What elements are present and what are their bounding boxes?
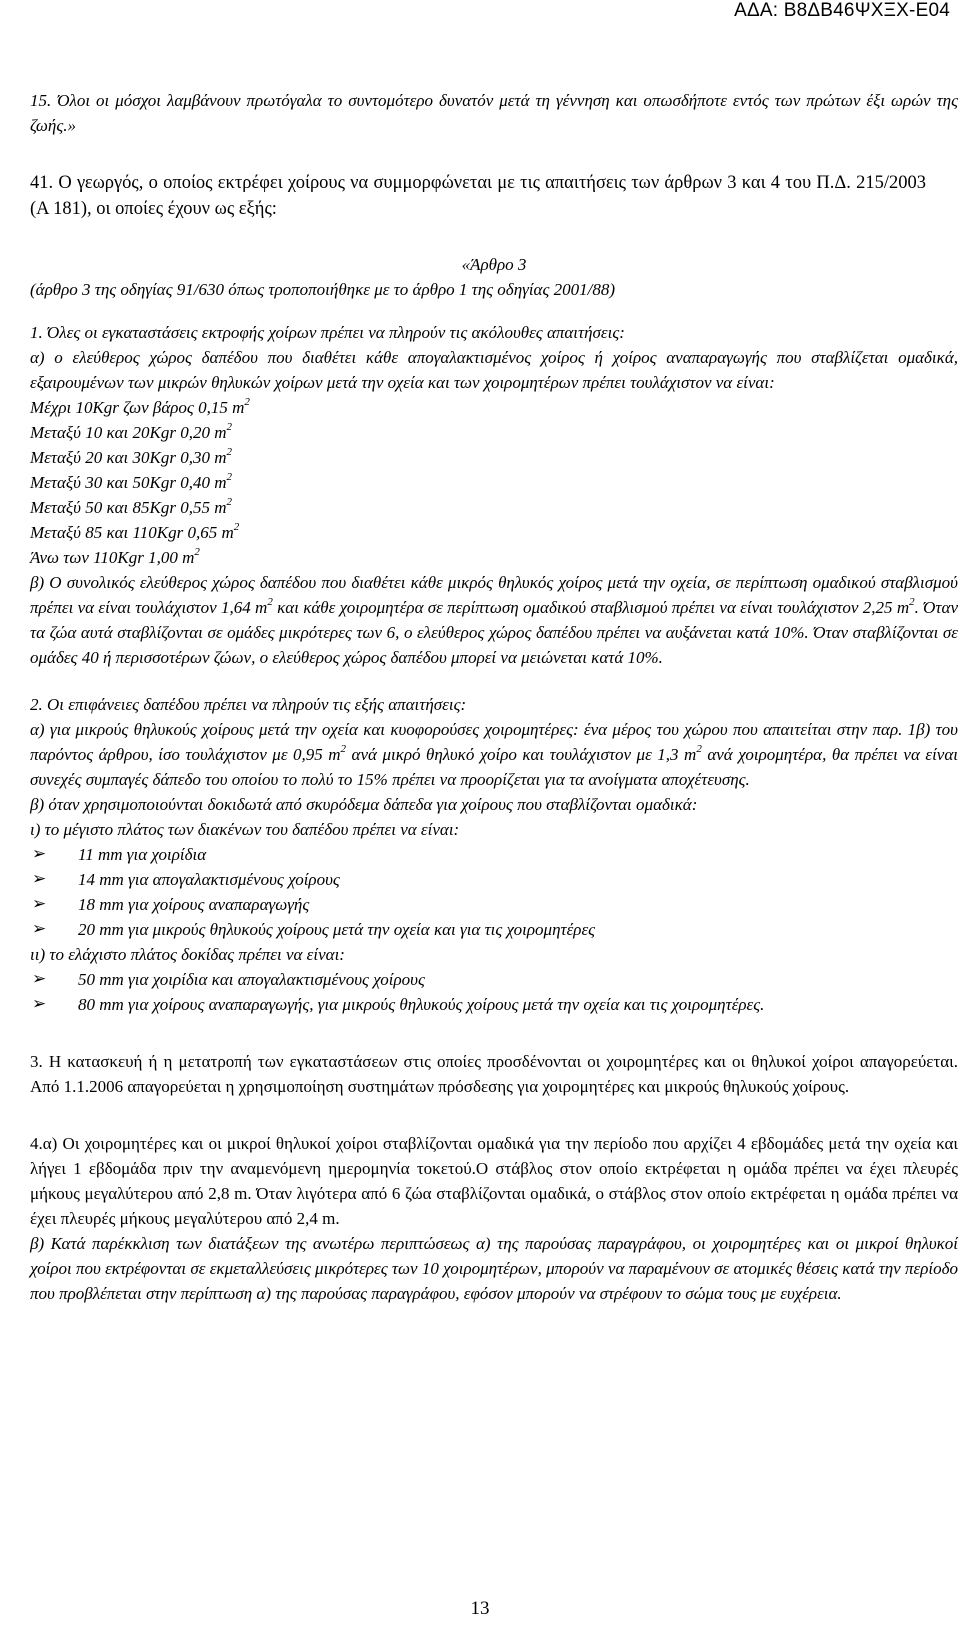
list-item: ➢ 11 mm για χοιρίδια [30, 842, 958, 867]
section-3: 3. Η κατασκευή ή η μετατροπή των εγκαταστάσεων στις οποίες προσδένονται οι χοιρομητέρες και οι θηλυκοί χοίροι απαγορεύεται. Από 1.1.2006 απαγορεύεται η χρησιμοποίηση συστημάτων πρόσδεσης για χοιρομητέρες και μικρούς θηλυκούς χοίρους. [30, 1052, 958, 1096]
section-1-intro: 1. Όλες οι εγκαταστάσεις εκτροφής χοίρων πρέπει να πληρούν τις ακόλουθες απαιτήσεις: [30, 323, 625, 342]
bullet-arrow-icon: ➢ [32, 919, 47, 939]
section-1-b: β) Ο συνολικός ελεύθερος χώρος δαπέδου που διαθέτει κάθε μικρός θηλυκός χοίρος μετά την οχεία, σε περίπτωση ομαδικού σταβλισμού πρέπει να είναι τουλάχιστον 1,64 $m^2$ και κάθε χοιρομητέρα σε περίπτωση ομαδικού σταβλισμού πρέπει να είναι τουλάχιστον 2,25 $m^2$. Όταν τα ζώα αυτά σταβλίζονται σε ομάδες μικρότερες των 6, ο ελεύθερος χώρος δαπέδου πρέπει να αυξάνεται κατά 10%. Όταν σταβλίζονται σε ομάδες 40 ή περισσοτέρων ζώων, ο ελεύθερος χώρος δαπέδου μπορεί να μειώνεται κατά 10%. [30, 573, 958, 667]
section-4-a: 4.α) Οι χοιρομητέρες και οι μικροί θηλυκοί χοίροι σταβλίζονται ομαδικά για την περίοδο που αρχίζει 4 εβδομάδες μετά την οχεία και λήγει 1 εβδομάδα πριν την αναμενόμενη ημερομηνία τοκετού.Ο στάβλος στον οποίο εκτρέφεται η ομάδα πρέπει να έχει πλευρές μήκους μεγαλύτερου από 2,8 m. Όταν λιγότερα από 6 ζώα σταβλίζονται ομαδικά, ο στάβλος στον οποίο εκτρέφεται η ομάδα πρέπει να έχει πλευρές μήκους μεγαλύτερου από 2,4 m. [30, 1134, 958, 1228]
list-item: ➢ 18 mm για χοίρους αναπαραγωγής [30, 892, 958, 917]
weight-item: Μεταξύ 10 και 20Kgr 0,20 $m^2$ [30, 421, 232, 442]
paragraph-41: 41. Ο γεωργός, ο οποίος εκτρέφει χοίρους να συμμορφώνεται με τις απαιτήσεις των άρθρων 3 και 4 του Π.Δ. 215/2003 (Α 181), οι οποίες έχουν ως εξής: [30, 173, 926, 219]
section-2-b-ii: ιι) το ελάχιστο πλάτος δοκίδας πρέπει να είναι: [30, 945, 345, 964]
section-2-b-i: ι) το μέγιστο πλάτος των διακένων του δαπέδου πρέπει να είναι: [30, 820, 460, 839]
weights-list [30, 395, 958, 570]
section-2-b: β) όταν χρησιμοποιούνται δοκιδωτά από σκυρόδεμα δάπεδα για χοίρους που σταβλίζονται ομαδικά: [30, 795, 698, 814]
bullet-list-slats [30, 967, 958, 1017]
article-subtitle: (άρθρο 3 της οδηγίας 91/630 όπως τροποποιήθηκε με το άρθρο 1 της οδηγίας 2001/88) [30, 280, 616, 299]
list-item: ➢ 14 mm για απογαλακτισμένους χοίρους [30, 867, 958, 892]
paragraph-15: 15. Όλοι οι μόσχοι λαμβάνουν πρωτόγαλα το συντομότερο δυνατόν μετά τη γέννηση και οπωσδήποτε εντός των πρώτων έξι ωρών της ζωής.» [30, 91, 958, 135]
bullet-arrow-icon: ➢ [32, 969, 47, 989]
list-item: ➢ 20 mm για μικρούς θηλυκούς χοίρους μετά την οχεία και για τις χοιρομητέρες [30, 917, 958, 942]
weight-item: Μεταξύ 20 και 30Kgr 0,30 $m^2$ [30, 446, 232, 467]
list-item: ➢ 50 mm για χοιρίδια και απογαλακτισμένους χοίρους [30, 967, 958, 992]
weight-item: Μεταξύ 30 και 50Kgr 0,40 $m^2$ [30, 471, 232, 492]
document-body [30, 88, 958, 1306]
bullet-arrow-icon: ➢ [32, 844, 47, 864]
weight-item: Άνω των 110Kgr 1,00 $m^2$ [30, 546, 200, 567]
bullet-list-gaps [30, 842, 958, 942]
weight-item: Μεταξύ 85 και 110Kgr 0,65 $m^2$ [30, 521, 240, 542]
bullet-arrow-icon: ➢ [32, 994, 47, 1014]
section-2-a: α) για μικρούς θηλυκούς χοίρους μετά την οχεία και κυοφορούσες χοιρομητέρες: ένα μέρος του χώρου που απαιτείται στην παρ. 1β) του παρόντος άρθρου, ίσο τουλάχιστον με 0,95 $m^2$ ανά μικρό θηλυκό χοίρο και τουλάχιστον με 1,3 $m^2$ ανά χοιρομητέρα, θα πρέπει να είναι συνεχές συμπαγές δάπεδο του οποίου το πολύ το 15% πρέπει να προορίζεται για τα ανοίγματα αποχέτευσης. [30, 720, 958, 789]
section-1-a: α) ο ελεύθερος χώρος δαπέδου που διαθέτει κάθε απογαλακτισμένος χοίρος ή χοίρος αναπαραγωγής που σταβλίζεται ομαδικά, εξαιρουμένων των μικρών θηλυκών χοίρων μετά την οχεία και των χοιρομητέρων πρέπει τουλάχιστον να είναι: [30, 348, 958, 392]
ada-header: ΑΔΑ: Β8ΔΒ46ΨΧΞΧ-Ε04 [734, 0, 950, 21]
page-number: 13 [470, 1598, 490, 1619]
article-title: «Άρθρο 3 [461, 255, 527, 274]
list-item: ➢ 80 mm για χοίρους αναπαραγωγής, για μικρούς θηλυκούς χοίρους μετά την οχεία και τις χοιρομητέρες. [30, 992, 958, 1017]
weight-item: Μέχρι 10Kgr ζων βάρος 0,15 $m^2$ [30, 396, 250, 417]
bullet-arrow-icon: ➢ [32, 869, 47, 889]
section-4-b: β) Κατά παρέκκλιση των διατάξεων της ανωτέρω περιπτώσεως α) της παρούσας παραγράφου, οι χοιρομητέρες και οι μικροί θηλυκοί χοίροι που εκτρέφονται σε εκμεταλλεύσεις μικρότερες των 10 χοιρομητέρων, μπορούν να παραμένουν σε ατομικές θέσεις κατά την περίοδο που προβλέπεται στην περίπτωση α) της παρούσας παραγράφου, εφόσον μπορούν να στρέφουν το σώμα τους με ευχέρεια. [30, 1234, 958, 1303]
section-2-intro: 2. Οι επιφάνειες δαπέδου πρέπει να πληρούν τις εξής απαιτήσεις: [30, 695, 467, 714]
weight-item: Μεταξύ 50 και 85Kgr 0,55 $m^2$ [30, 496, 232, 517]
bullet-arrow-icon: ➢ [32, 894, 47, 914]
